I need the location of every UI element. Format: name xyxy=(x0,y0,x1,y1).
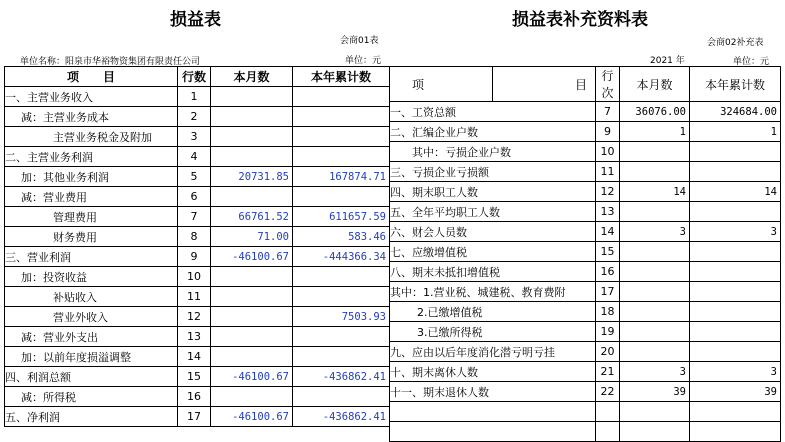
row-item: 六、财会人员数 xyxy=(390,222,596,242)
row-ytd: 7503.93 xyxy=(293,307,390,327)
row-ytd xyxy=(690,142,781,162)
header-ytd: 本年累计数 xyxy=(690,67,781,102)
row-line: 14 xyxy=(596,222,620,242)
header-month: 本月数 xyxy=(211,67,293,87)
row-month xyxy=(620,142,690,162)
row-month xyxy=(211,307,293,327)
row-month: 36076.00 xyxy=(620,102,690,122)
row-item: 加：以前年度损溢调整 xyxy=(5,347,178,367)
row-month: 3 xyxy=(620,362,690,382)
row-item: 管理费用 xyxy=(5,207,178,227)
row-line: 10 xyxy=(596,142,620,162)
row-month xyxy=(211,347,293,367)
row-ytd xyxy=(690,202,781,222)
row-line: 16 xyxy=(596,262,620,282)
row-month xyxy=(211,127,293,147)
row-line: 19 xyxy=(596,322,620,342)
row-month: -46100.67 xyxy=(211,247,293,267)
row-ytd: 1 xyxy=(690,122,781,142)
row-item: 十、期末离休人数 xyxy=(390,362,596,382)
row-item: 八、期末未抵扣增值税 xyxy=(390,262,596,282)
table-row xyxy=(5,87,390,107)
table-row xyxy=(390,322,781,342)
row-month xyxy=(620,242,690,262)
row-month xyxy=(211,267,293,287)
row-item: 3.已缴所得税 xyxy=(390,322,596,342)
table-row xyxy=(390,302,781,322)
row-item: 补贴收入 xyxy=(5,287,178,307)
row-ytd xyxy=(690,322,781,342)
row-month xyxy=(211,107,293,127)
row-month: -46100.67 xyxy=(211,407,293,427)
table-row xyxy=(390,282,781,302)
row-line: 14 xyxy=(178,347,211,367)
table-row xyxy=(390,102,781,122)
table-row xyxy=(390,342,781,362)
table-row xyxy=(390,162,781,182)
row-month: 20731.85 xyxy=(211,167,293,187)
empty-cell xyxy=(620,402,690,422)
row-item: 五、全年平均职工人数 xyxy=(390,202,596,222)
table-row xyxy=(5,387,390,407)
row-line: 10 xyxy=(178,267,211,287)
table-row xyxy=(5,367,390,387)
row-line: 7 xyxy=(178,207,211,227)
row-item: 三、亏损企业亏损额 xyxy=(390,162,596,182)
row-month xyxy=(620,282,690,302)
empty-cell xyxy=(390,402,596,422)
row-ytd xyxy=(293,287,390,307)
row-item: 二、汇编企业户数 xyxy=(390,122,596,142)
row-line: 9 xyxy=(596,122,620,142)
left-title: 损益表 xyxy=(170,10,221,30)
row-ytd: -436862.41 xyxy=(293,367,390,387)
row-ytd xyxy=(293,107,390,127)
row-line: 20 xyxy=(596,342,620,362)
row-month xyxy=(620,322,690,342)
row-item: 减：主营业务成本 xyxy=(5,107,178,127)
empty-row xyxy=(390,402,781,422)
row-item: 减：所得税 xyxy=(5,387,178,407)
header-month: 本月数 xyxy=(620,67,690,102)
row-month: 71.00 xyxy=(211,227,293,247)
row-month xyxy=(211,147,293,167)
row-month: 14 xyxy=(620,182,690,202)
header-line: 行次 xyxy=(596,67,620,102)
table-row xyxy=(390,182,781,202)
table-header-row xyxy=(390,67,781,102)
row-line: 4 xyxy=(178,147,211,167)
row-month xyxy=(620,342,690,362)
row-ytd xyxy=(293,347,390,367)
row-line: 22 xyxy=(596,382,620,402)
supplementary-table xyxy=(389,66,781,442)
table-row xyxy=(390,362,781,382)
row-item: 十一、期末退休人数 xyxy=(390,382,596,402)
table-row xyxy=(5,167,390,187)
right-currency: 单位：元 xyxy=(733,57,770,67)
row-month xyxy=(211,187,293,207)
row-month xyxy=(211,87,293,107)
table-row xyxy=(390,262,781,282)
row-line: 15 xyxy=(178,367,211,387)
row-month xyxy=(620,162,690,182)
row-line: 17 xyxy=(596,282,620,302)
right-form-code: 会商02补充表 xyxy=(707,38,764,48)
row-line: 2 xyxy=(178,107,211,127)
row-month xyxy=(211,327,293,347)
row-ytd: 39 xyxy=(690,382,781,402)
table-row xyxy=(5,347,390,367)
row-ytd: 3 xyxy=(690,222,781,242)
row-item: 二、主营业务利润 xyxy=(5,147,178,167)
row-month xyxy=(620,262,690,282)
row-item: 五、净利润 xyxy=(5,407,178,427)
left-currency: 单位：元 xyxy=(345,56,382,66)
row-ytd xyxy=(690,262,781,282)
row-line: 9 xyxy=(178,247,211,267)
table-row xyxy=(5,287,390,307)
empty-cell xyxy=(596,402,620,422)
row-ytd xyxy=(690,162,781,182)
row-item: 七、应缴增值税 xyxy=(390,242,596,262)
table-row xyxy=(5,227,390,247)
row-ytd: 611657.59 xyxy=(293,207,390,227)
row-month: 1 xyxy=(620,122,690,142)
row-ytd xyxy=(293,267,390,287)
row-ytd: 167874.71 xyxy=(293,167,390,187)
row-item: 一、主营业务收入 xyxy=(5,87,178,107)
row-line: 18 xyxy=(596,302,620,322)
table-row xyxy=(5,207,390,227)
empty-cell xyxy=(620,422,690,442)
row-line: 15 xyxy=(596,242,620,262)
empty-row xyxy=(390,422,781,442)
row-ytd xyxy=(293,187,390,207)
row-line: 6 xyxy=(178,187,211,207)
table-row xyxy=(390,242,781,262)
row-ytd xyxy=(293,87,390,107)
row-item: 主营业务税金及附加 xyxy=(5,127,178,147)
table-row xyxy=(390,382,781,402)
row-month: 66761.52 xyxy=(211,207,293,227)
row-line: 7 xyxy=(596,102,620,122)
row-month xyxy=(211,387,293,407)
table-row xyxy=(5,247,390,267)
row-item: 九、应由以后年度消化潜亏明亏挂 xyxy=(390,342,596,362)
row-item: 加：投资收益 xyxy=(5,267,178,287)
table-row xyxy=(390,142,781,162)
row-line: 3 xyxy=(178,127,211,147)
row-ytd: 324684.00 xyxy=(690,102,781,122)
unit-name: 单位名称：阳泉市华裕物资集团有限责任公司 xyxy=(20,57,201,67)
table-row xyxy=(390,222,781,242)
row-item: 四、利润总额 xyxy=(5,367,178,387)
empty-cell xyxy=(596,422,620,442)
row-month xyxy=(620,302,690,322)
row-item: 营业外收入 xyxy=(5,307,178,327)
row-item: 三、营业利润 xyxy=(5,247,178,267)
row-line: 11 xyxy=(178,287,211,307)
empty-cell xyxy=(690,402,781,422)
row-month: 3 xyxy=(620,222,690,242)
row-item: 加：其他业务利润 xyxy=(5,167,178,187)
row-month: -46100.67 xyxy=(211,367,293,387)
table-row xyxy=(5,407,390,427)
row-item: 其中：亏损企业户数 xyxy=(390,142,596,162)
table-row xyxy=(5,267,390,287)
empty-cell xyxy=(390,422,596,442)
row-ytd xyxy=(293,387,390,407)
row-item: 减：营业外支出 xyxy=(5,327,178,347)
table-row xyxy=(390,122,781,142)
row-month xyxy=(211,287,293,307)
row-item: 四、期末职工人数 xyxy=(390,182,596,202)
row-item: 2.已缴增值税 xyxy=(390,302,596,322)
row-line: 1 xyxy=(178,87,211,107)
table-row xyxy=(5,107,390,127)
left-form-code: 会商01表 xyxy=(340,36,379,46)
header-item: 项 目 xyxy=(5,67,178,87)
table-row xyxy=(5,127,390,147)
row-ytd: 583.46 xyxy=(293,227,390,247)
row-ytd: -444366.34 xyxy=(293,247,390,267)
row-ytd xyxy=(293,127,390,147)
row-ytd xyxy=(690,302,781,322)
table-row xyxy=(5,147,390,167)
header-item-b: 目 xyxy=(493,67,596,102)
row-item: 其中：1.营业税、城建税、教育费附 xyxy=(390,282,596,302)
row-line: 13 xyxy=(596,202,620,222)
row-line: 12 xyxy=(596,182,620,202)
income-statement-table xyxy=(4,66,390,427)
table-row xyxy=(5,327,390,347)
row-ytd xyxy=(690,282,781,302)
table-header-row xyxy=(5,67,390,87)
row-ytd: 3 xyxy=(690,362,781,382)
row-line: 11 xyxy=(596,162,620,182)
row-item: 一、工资总额 xyxy=(390,102,596,122)
row-line: 17 xyxy=(178,407,211,427)
header-line: 行数 xyxy=(178,67,211,87)
row-ytd xyxy=(690,342,781,362)
row-line: 21 xyxy=(596,362,620,382)
header-ytd: 本年累计数 xyxy=(293,67,390,87)
table-row xyxy=(5,307,390,327)
row-line: 5 xyxy=(178,167,211,187)
row-ytd xyxy=(293,147,390,167)
row-month: 39 xyxy=(620,382,690,402)
row-item: 财务费用 xyxy=(5,227,178,247)
row-ytd: -436862.41 xyxy=(293,407,390,427)
table-row xyxy=(390,202,781,222)
row-line: 8 xyxy=(178,227,211,247)
row-line: 16 xyxy=(178,387,211,407)
right-title: 损益表补充资料表 xyxy=(512,10,648,30)
table-row xyxy=(5,187,390,207)
row-line: 12 xyxy=(178,307,211,327)
report-year: 2021 年 xyxy=(650,56,685,66)
row-line: 13 xyxy=(178,327,211,347)
header-item-a: 项 xyxy=(390,67,493,102)
row-ytd xyxy=(293,327,390,347)
row-ytd xyxy=(690,242,781,262)
row-ytd: 14 xyxy=(690,182,781,202)
row-month xyxy=(620,202,690,222)
row-item: 减：营业费用 xyxy=(5,187,178,207)
empty-cell xyxy=(690,422,781,442)
